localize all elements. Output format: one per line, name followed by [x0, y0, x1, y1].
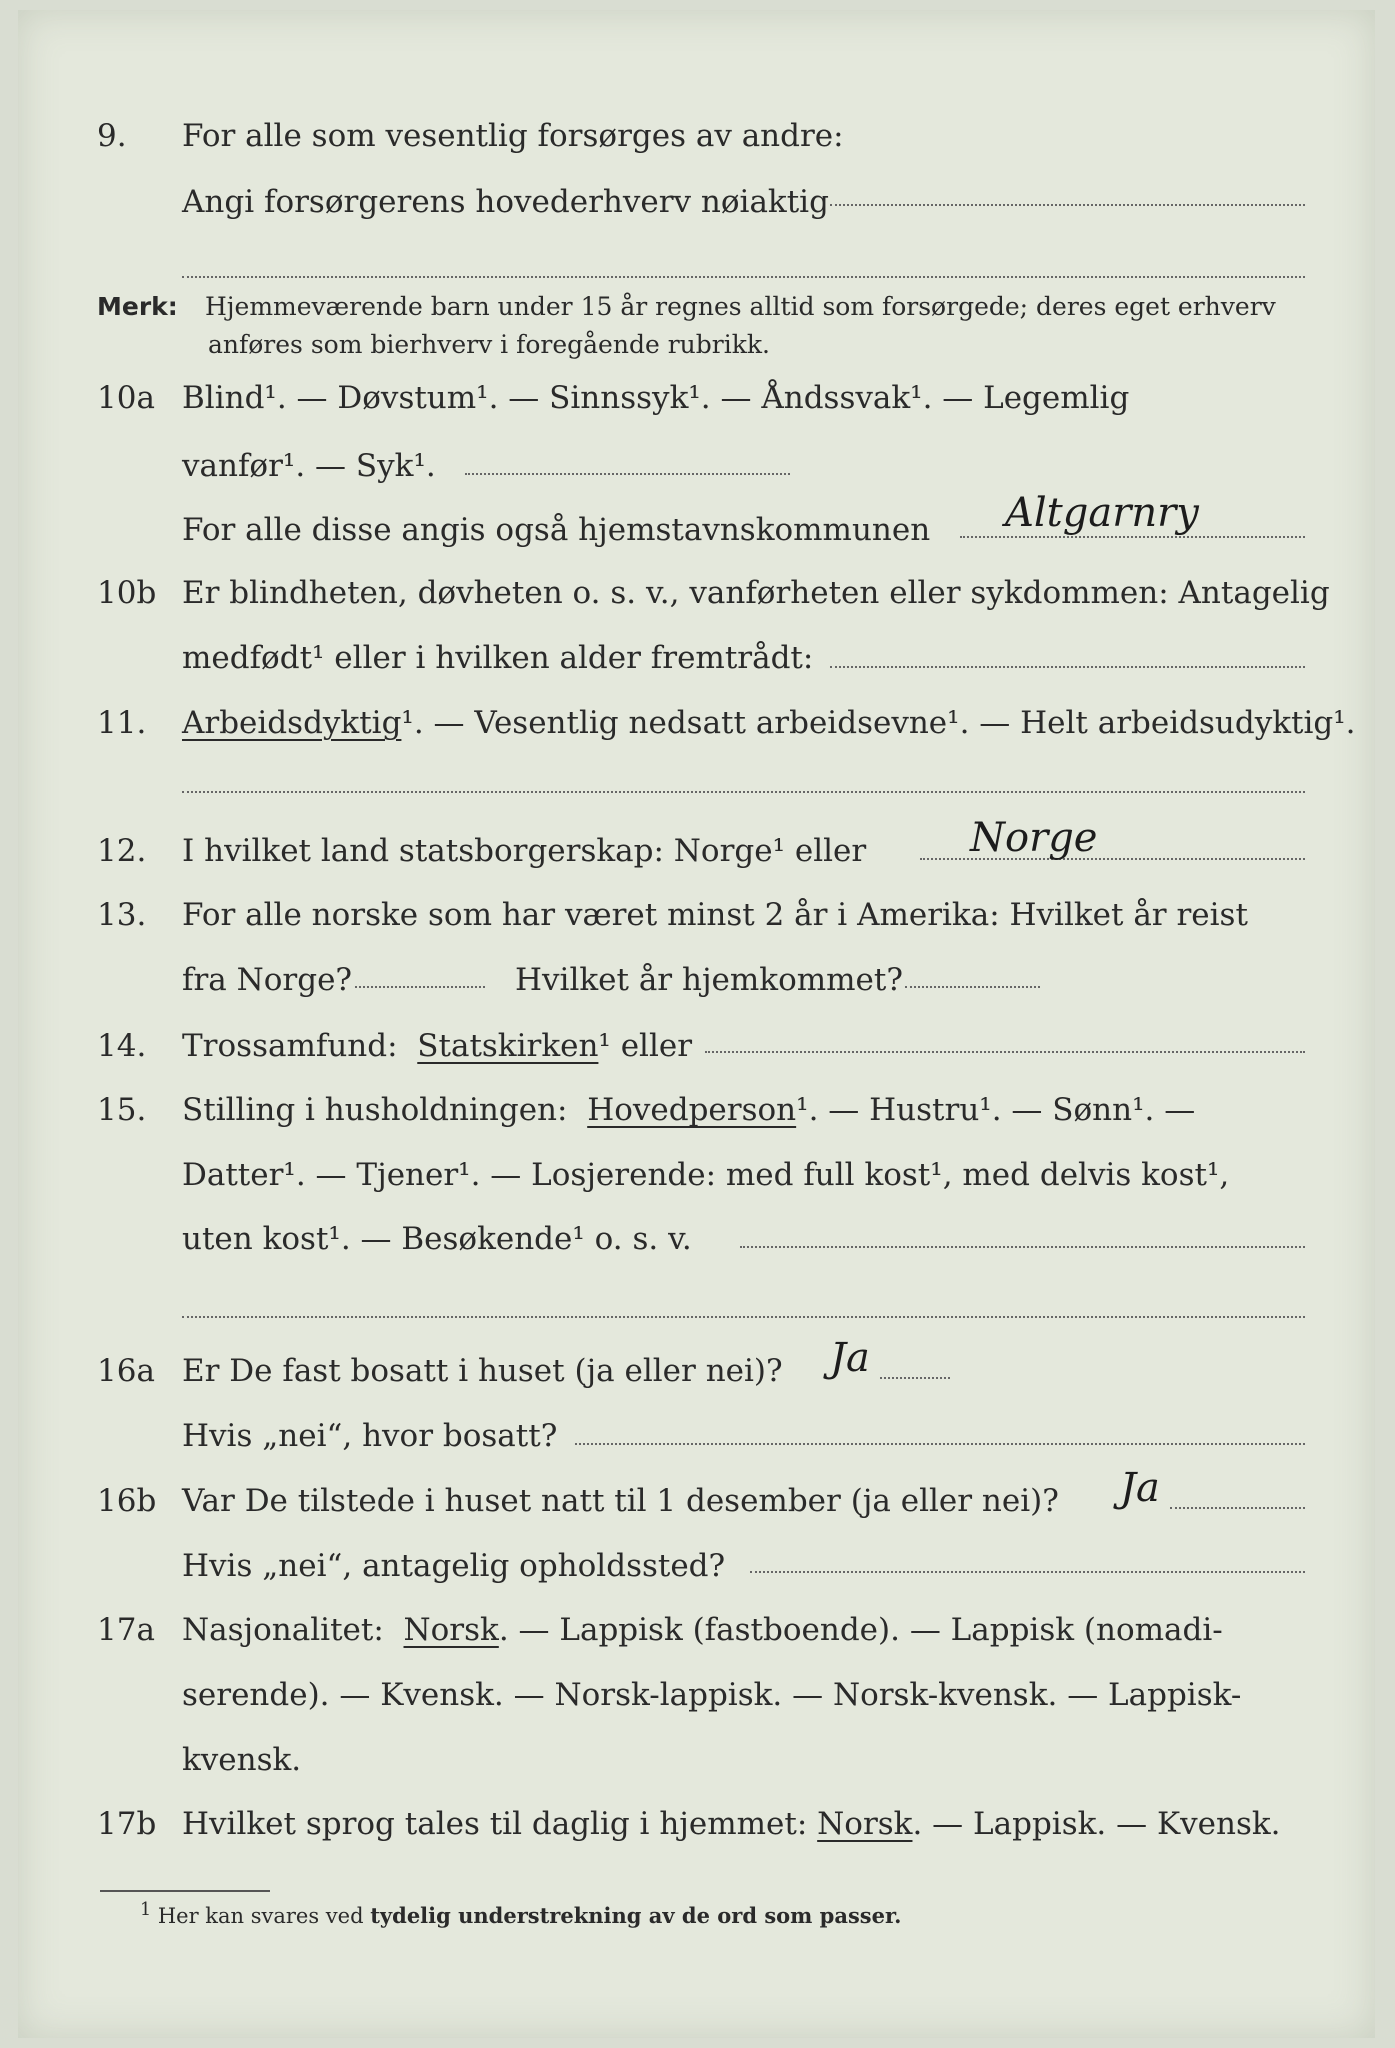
answer-line[interactable] — [830, 665, 1305, 668]
question-17b — [0, 1806, 1395, 1856]
question-number: 10b — [97, 575, 157, 611]
question-text: ¹. — Hustru¹. — Sønn¹. — — [796, 1092, 1196, 1128]
question-text: Datter¹. — Tjener¹. — Losjerende: med full kost¹, med delvis kost¹, — [182, 1157, 1230, 1193]
question-text: ¹. — Vesentlig nedsatt arbeidsevne¹. — Helt arbeidsudyktig¹. — [401, 705, 1356, 741]
question-14 — [0, 1028, 1395, 1078]
question-13 — [0, 897, 1395, 947]
answer-line[interactable] — [465, 472, 790, 475]
footnote-divider — [100, 1890, 270, 1892]
question-number: 9. — [97, 118, 127, 154]
question-17a-line3 — [0, 1742, 1395, 1792]
question-label: Nasjonalitet: — [182, 1612, 384, 1648]
question-number: 13. — [97, 897, 147, 933]
question-text: kvensk. — [182, 1742, 302, 1778]
question-number: 16a — [97, 1353, 155, 1389]
merk-text: anføres som bierhverv i foregående rubrikk. — [208, 330, 770, 359]
answer-line[interactable] — [1170, 1506, 1305, 1509]
question-text: Er blindheten, døvheten o. s. v., vanførheten eller sykdommen: Antagelig — [182, 575, 1330, 611]
question-text: vanfør¹. — Syk¹. — [182, 448, 436, 484]
question-13-line2 — [0, 962, 1395, 1012]
question-number: 17b — [97, 1806, 157, 1842]
question-text: fra Norge? — [182, 962, 353, 998]
question-10b — [0, 575, 1395, 625]
answer-line[interactable] — [355, 985, 485, 988]
question-text: . — Lappisk (fastboende). — Lappisk (nomadi- — [498, 1612, 1223, 1648]
question-text: Blind¹. — Døvstum¹. — Sinnssyk¹. — Åndssvak¹. — Legemlig — [182, 380, 1130, 416]
question-label: Stilling i husholdningen: — [182, 1092, 568, 1128]
answer-line[interactable] — [740, 1245, 1305, 1248]
question-text: Hvis „nei“, hvor bosatt? — [182, 1418, 558, 1454]
question-number: 12. — [97, 833, 147, 869]
selected-option[interactable]: Hovedperson — [587, 1092, 797, 1128]
handwritten-answer: Altgarnry — [1005, 490, 1199, 536]
question-9 — [0, 118, 1395, 168]
answer-line[interactable] — [880, 1376, 950, 1379]
question-text: uten kost¹. — Besøkende¹ o. s. v. — [182, 1221, 692, 1257]
question-text: Var De tilstede i huset natt til 1 desember (ja eller nei)? — [182, 1483, 1059, 1519]
answer-line[interactable] — [705, 1050, 1305, 1053]
question-11 — [0, 705, 1395, 755]
answer-line[interactable] — [575, 1442, 1305, 1445]
question-15-line2 — [0, 1157, 1395, 1207]
question-number: 10a — [97, 380, 155, 416]
question-text: . — Lappisk. — Kvensk. — [912, 1806, 1281, 1842]
footnote — [140, 1900, 901, 1928]
question-text: Hvilket år hjemkommet? — [515, 962, 903, 998]
question-label: Trossamfund: — [182, 1028, 398, 1064]
handwritten-answer: Ja — [830, 1335, 870, 1381]
question-text: For alle norske som har været minst 2 år i Amerika: Hvilket år reist — [182, 897, 1248, 933]
question-text: medfødt¹ eller i hvilken alder fremtrådt: — [182, 640, 814, 676]
question-number: 11. — [97, 705, 147, 741]
selected-option[interactable]: Statskirken — [417, 1028, 599, 1064]
footnote-bold-text: tydelig understrekning av de ord som passer. — [370, 1903, 902, 1928]
merk-note-line2 — [0, 330, 1395, 380]
footnote-text: Her kan svares ved — [157, 1904, 364, 1928]
answer-line[interactable] — [182, 790, 1305, 793]
question-17a — [0, 1612, 1395, 1662]
question-text: Hvis „nei“, antagelig opholdssted? — [182, 1548, 726, 1584]
question-text: ¹ eller — [598, 1028, 693, 1064]
question-16a — [0, 1353, 1395, 1403]
answer-line[interactable] — [905, 985, 1040, 988]
question-9-line2 — [0, 184, 1395, 234]
answer-line[interactable] — [182, 275, 1305, 278]
selected-option[interactable]: Norsk — [817, 1806, 913, 1842]
question-text: For alle disse angis også hjemstavnskommunen — [182, 512, 931, 548]
selected-option[interactable]: Norsk — [403, 1612, 499, 1648]
handwritten-answer: Ja — [1120, 1465, 1160, 1511]
question-number: 17a — [97, 1612, 155, 1648]
question-text: Angi forsørgerens hovederhverv nøiaktig — [182, 184, 829, 220]
question-text: For alle som vesentlig forsørges av andre: — [182, 118, 844, 154]
footnote-mark: 1 — [140, 1900, 152, 1920]
question-text: I hvilket land statsborgerskap: Norge¹ eller — [182, 833, 867, 869]
answer-line[interactable] — [830, 203, 1305, 206]
selected-option[interactable]: Arbeidsdyktig — [182, 705, 402, 741]
question-16b-line2 — [0, 1548, 1395, 1598]
question-text: Er De fast bosatt i huset (ja eller nei)? — [182, 1353, 783, 1389]
merk-text: Hjemmeværende barn under 15 år regnes alltid som forsørgede; deres eget erhverv — [205, 292, 1276, 321]
question-text: serende). — Kvensk. — Norsk-lappisk. — Norsk-kvensk. — Lappisk- — [182, 1677, 1242, 1713]
question-number: 16b — [97, 1483, 157, 1519]
question-label: Hvilket sprog tales til daglig i hjemmet: — [182, 1806, 808, 1842]
question-number: 14. — [97, 1028, 147, 1064]
question-number: 15. — [97, 1092, 147, 1128]
answer-line[interactable] — [182, 1315, 1305, 1318]
question-15 — [0, 1092, 1395, 1142]
question-10a — [0, 380, 1395, 430]
question-17a-line2 — [0, 1677, 1395, 1727]
merk-label: Merk: — [97, 292, 178, 321]
handwritten-answer: Norge — [970, 815, 1098, 861]
answer-line[interactable] — [750, 1570, 1305, 1573]
